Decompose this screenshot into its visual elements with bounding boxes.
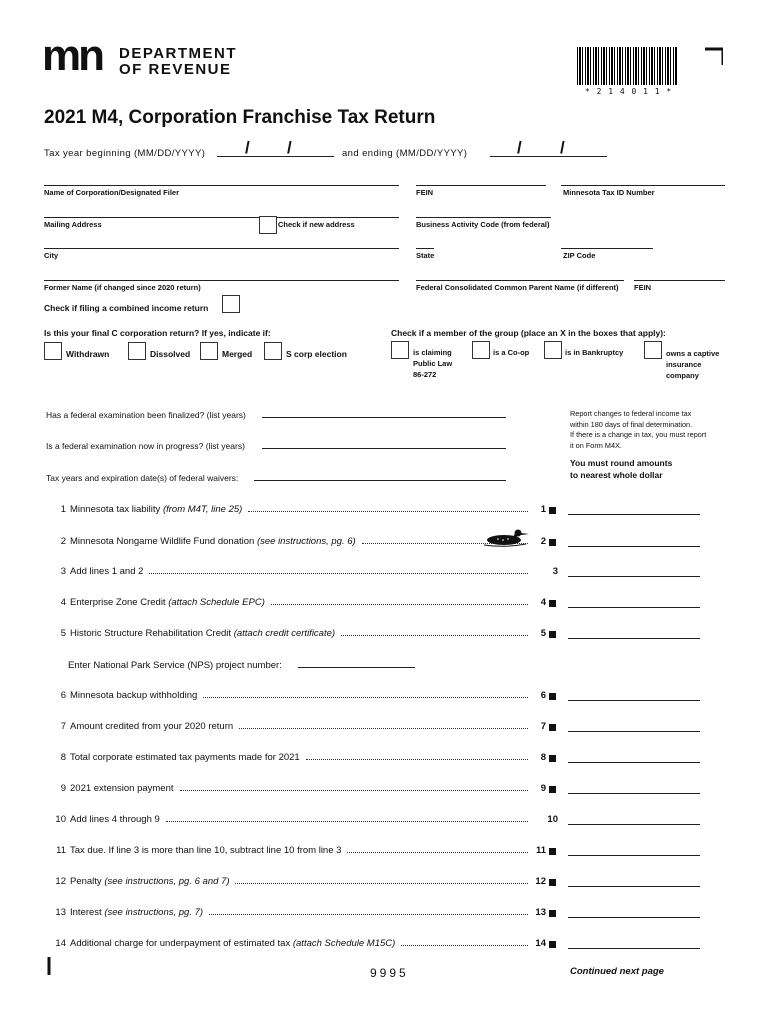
- line-8-text: [52, 752, 300, 763]
- federal-note-line: Report changes to federal income tax: [570, 409, 692, 418]
- withdrawn-label: Withdrawn: [66, 349, 110, 359]
- line-marker-square: [549, 507, 556, 514]
- leader-dots: [166, 821, 528, 822]
- line-marker-square: [549, 724, 556, 731]
- line-ref-number: 7: [540, 721, 546, 732]
- combined-return-label: Check if filing a combined income return: [44, 303, 209, 313]
- line-10-text: [52, 814, 160, 825]
- department-line-1: DEPARTMENT: [119, 45, 238, 62]
- leader-dots: [209, 914, 528, 915]
- line-number: 13: [55, 907, 66, 918]
- parent-name-label: Federal Consolidated Common Parent Name (if different): [416, 283, 619, 292]
- line-11-amount-field[interactable]: [568, 855, 700, 856]
- line-description: Historic Structure Rehabilitation Credit: [70, 628, 234, 639]
- line-marker-square: [549, 693, 556, 700]
- final-return-question: Is this your final C corporation return? If yes, indicate if:: [44, 328, 271, 338]
- line-note: (from M4T, line 25): [162, 504, 243, 515]
- line-marker-square: [549, 879, 556, 886]
- round-note-line: You must round amounts: [570, 458, 673, 468]
- line-ref-number: 4: [540, 597, 546, 608]
- name-field[interactable]: [44, 185, 399, 186]
- nps-label: Enter National Park Service (NPS) project number:: [68, 660, 282, 671]
- leader-dots: [180, 790, 528, 791]
- combined-return-checkbox[interactable]: [222, 295, 240, 313]
- date-slash: /: [517, 138, 522, 157]
- round-note: [570, 457, 672, 481]
- captive-insurance-checkbox[interactable]: [644, 341, 662, 359]
- line-3-amount-field[interactable]: [568, 576, 700, 577]
- line-description: Minnesota tax liability: [70, 504, 163, 515]
- line-marker-square: [549, 941, 556, 948]
- line-10-amount-field[interactable]: [568, 824, 700, 825]
- line-description: Penalty: [70, 876, 105, 887]
- s-corp-election-label: S corp election: [286, 349, 347, 359]
- line-description: Interest: [70, 907, 105, 918]
- line-description: Minnesota Nongame Wildlife Fund donation: [70, 536, 257, 547]
- barcode: [577, 47, 677, 85]
- federal-note: [570, 409, 706, 451]
- line-ref-number: 5: [540, 628, 546, 639]
- line-description: Minnesota backup withholding: [70, 690, 198, 701]
- name-label: Name of Corporation/Designated Filer: [44, 188, 180, 197]
- exam-finalized-label: Has a federal examination been finalized? (list years): [46, 410, 246, 420]
- new-address-checkbox[interactable]: [259, 216, 277, 234]
- line-1-text: [52, 504, 242, 515]
- line-ref-number: 10: [547, 814, 558, 825]
- tax-year-beginning-field[interactable]: [217, 156, 334, 157]
- leader-dots: [401, 945, 528, 946]
- line-marker-square: [549, 755, 556, 762]
- line-number: 2: [60, 536, 66, 547]
- corner-mark-top-right: [705, 47, 723, 65]
- fein-field[interactable]: [416, 185, 546, 186]
- department-line-2: OF REVENUE: [119, 61, 232, 78]
- exam-finalized-field[interactable]: [262, 417, 506, 418]
- line-5-amount-field[interactable]: [568, 638, 700, 639]
- line-number: 5: [60, 628, 66, 639]
- form-title: 2021 M4, Corporation Franchise Tax Return: [44, 107, 436, 128]
- line-number: 11: [56, 845, 66, 856]
- exam-progress-label: Is a federal examination now in progress? (list years): [46, 441, 245, 451]
- line-12-text: [52, 876, 229, 887]
- line-ref-number: 13: [535, 907, 546, 918]
- corner-mark-bottom-right: [703, 957, 721, 975]
- line-description: Additional charge for underpayment of estimated tax: [70, 938, 293, 949]
- line-6-text: [52, 690, 197, 701]
- line-note: (attach credit certificate): [233, 628, 336, 639]
- leader-dots: [248, 511, 528, 512]
- public-law-checkbox[interactable]: [391, 341, 409, 359]
- line-number: 4: [60, 597, 66, 608]
- parent-name-field[interactable]: [416, 280, 624, 281]
- line-ref-number: 11: [535, 845, 546, 856]
- line-marker-square: [549, 600, 556, 607]
- nps-field[interactable]: [298, 667, 415, 668]
- parent-fein-field[interactable]: [634, 280, 725, 281]
- line-description: Amount credited from your 2020 return: [70, 721, 234, 732]
- line-ref-number: 14: [535, 938, 546, 949]
- line-description: Enterprise Zone Credit: [70, 597, 169, 608]
- former-name-label: Former Name (if changed since 2020 return): [44, 283, 201, 292]
- leader-dots: [203, 697, 528, 698]
- line-marker-square: [549, 786, 556, 793]
- exam-progress-field[interactable]: [262, 448, 506, 449]
- public-law-label: 86-272: [413, 370, 437, 379]
- date-slash: /: [560, 138, 565, 157]
- line-13-text: [52, 907, 203, 918]
- state-label: State: [416, 251, 435, 260]
- city-label: City: [44, 251, 59, 260]
- bankruptcy-checkbox[interactable]: [544, 341, 562, 359]
- line-ref-number: 12: [535, 876, 546, 887]
- line-number: 8: [60, 752, 66, 763]
- mailing-address-field[interactable]: [44, 217, 399, 218]
- line-4-amount-field[interactable]: [568, 607, 700, 608]
- federal-note-line: it on Form M4X.: [570, 440, 622, 450]
- line-number: 1: [60, 504, 66, 515]
- zip-field[interactable]: [561, 248, 653, 249]
- s-corp-election-checkbox[interactable]: [264, 342, 282, 360]
- federal-note-line: within 180 days of final determination.: [570, 419, 693, 429]
- leader-dots: [271, 604, 528, 605]
- waivers-label: Tax years and expiration date(s) of federal waivers:: [46, 473, 239, 483]
- mn-tax-id-field[interactable]: [561, 185, 725, 186]
- line-5-text: [52, 628, 335, 639]
- captive-insurance-label: insurance: [666, 360, 702, 369]
- captive-insurance-label: company: [666, 371, 699, 380]
- line-7-text: [52, 721, 233, 732]
- business-code-label: Business Activity Code (from federal): [416, 220, 550, 229]
- line-2-text: [52, 536, 356, 547]
- line-9-amount-field[interactable]: [568, 793, 700, 794]
- line-marker-square: [549, 631, 556, 638]
- line-description: Tax due. If line 3 is more than line 10, subtract line 10 from line 3: [70, 845, 342, 856]
- captive-insurance-label: owns a captive: [666, 349, 720, 358]
- dissolved-checkbox[interactable]: [128, 342, 146, 360]
- line-ref-number: 1: [540, 504, 546, 515]
- federal-note-line: If there is a change in tax, you must report: [570, 430, 707, 439]
- public-law-label: Public Law: [413, 359, 453, 368]
- line-13-amount-field[interactable]: [568, 917, 700, 918]
- line-6-amount-field[interactable]: [568, 700, 700, 701]
- line-9-text: [52, 783, 174, 794]
- zip-label: ZIP Code: [563, 251, 596, 260]
- mn-logo: mn: [42, 31, 102, 80]
- former-name-field[interactable]: [44, 280, 399, 281]
- line-14-text: [52, 938, 395, 949]
- line-marker-square: [549, 910, 556, 917]
- leader-dots: [306, 759, 528, 760]
- fein-label: FEIN: [416, 188, 434, 197]
- line-description: Add lines 1 and 2: [70, 566, 144, 577]
- tax-year-ending-label: and ending (MM/DD/YYYY): [342, 148, 468, 159]
- line-number: 14: [55, 938, 66, 949]
- public-law-label: is claiming: [413, 348, 452, 357]
- round-note-line: to nearest whole dollar: [570, 470, 663, 480]
- line-4-text: [52, 597, 265, 608]
- tax-year-beginning-label: Tax year beginning (MM/DD/YYYY): [44, 148, 206, 159]
- mailing-address-label: Mailing Address: [44, 220, 102, 229]
- co-op-checkbox[interactable]: [472, 341, 490, 359]
- line-note: (see instructions, pg. 6 and 7): [104, 876, 230, 887]
- line-2-amount-field[interactable]: [568, 546, 700, 547]
- parent-fein-label: FEIN: [634, 283, 652, 292]
- line-number: 12: [55, 876, 66, 887]
- new-address-label: Check if new address: [278, 220, 355, 229]
- leader-dots: [347, 852, 528, 853]
- line-ref-number: 2: [540, 536, 546, 547]
- date-slash: /: [287, 138, 292, 157]
- line-note: (see instructions, pg. 6): [256, 536, 356, 547]
- line-note: (attach Schedule M15C): [292, 938, 396, 949]
- line-11-text: [52, 845, 341, 856]
- mn-tax-id-label: Minnesota Tax ID Number: [563, 188, 655, 197]
- line-number: 7: [60, 721, 66, 732]
- leader-dots: [235, 883, 528, 884]
- merged-label: Merged: [222, 349, 253, 359]
- line-description: Total corporate estimated tax payments made for 2021: [70, 752, 300, 763]
- corner-mark-bottom-left: [47, 957, 65, 975]
- line-number: 6: [60, 690, 66, 701]
- line-number: 10: [55, 814, 66, 825]
- withdrawn-checkbox[interactable]: [44, 342, 62, 360]
- group-member-question: Check if a member of the group (place an X in the boxes that apply):: [391, 328, 666, 338]
- line-ref-number: 8: [540, 752, 546, 763]
- line-12-amount-field[interactable]: [568, 886, 700, 887]
- line-3-text: [52, 566, 143, 577]
- line-marker-square: [549, 539, 556, 546]
- line-number: 3: [60, 566, 66, 577]
- loon-icon: [480, 527, 530, 547]
- line-number: 9: [60, 783, 66, 794]
- line-8-amount-field[interactable]: [568, 762, 700, 763]
- line-ref-number: 9: [540, 783, 546, 794]
- barcode-text: * 2 1 4 0 1 1 *: [585, 87, 673, 96]
- leader-dots: [149, 573, 528, 574]
- line-7-amount-field[interactable]: [568, 731, 700, 732]
- line-marker-square: [549, 848, 556, 855]
- line-1-amount-field[interactable]: [568, 514, 700, 515]
- date-slash: /: [245, 138, 250, 157]
- leader-dots: [341, 635, 528, 636]
- waivers-field[interactable]: [254, 480, 506, 481]
- line-14-amount-field[interactable]: [568, 948, 700, 949]
- line-ref-number: 3: [552, 566, 558, 577]
- dissolved-label: Dissolved: [150, 349, 191, 359]
- page-code: 9995: [370, 966, 409, 980]
- continued-next-page: Continued next page: [570, 966, 664, 977]
- line-description: 2021 extension payment: [70, 783, 174, 794]
- line-note: (see instructions, pg. 7): [104, 907, 204, 918]
- state-field[interactable]: [416, 248, 434, 249]
- business-code-field[interactable]: [416, 217, 551, 218]
- line-ref-number: 6: [540, 690, 546, 701]
- line-note: (attach Schedule EPC): [168, 597, 265, 608]
- city-field[interactable]: [44, 248, 399, 249]
- co-op-label: is a Co-op: [493, 348, 530, 357]
- leader-dots: [239, 728, 528, 729]
- line-description: Add lines 4 through 9: [70, 814, 160, 825]
- tax-year-ending-field[interactable]: [490, 156, 607, 157]
- bankruptcy-label: is in Bankruptcy: [565, 348, 624, 357]
- merged-checkbox[interactable]: [200, 342, 218, 360]
